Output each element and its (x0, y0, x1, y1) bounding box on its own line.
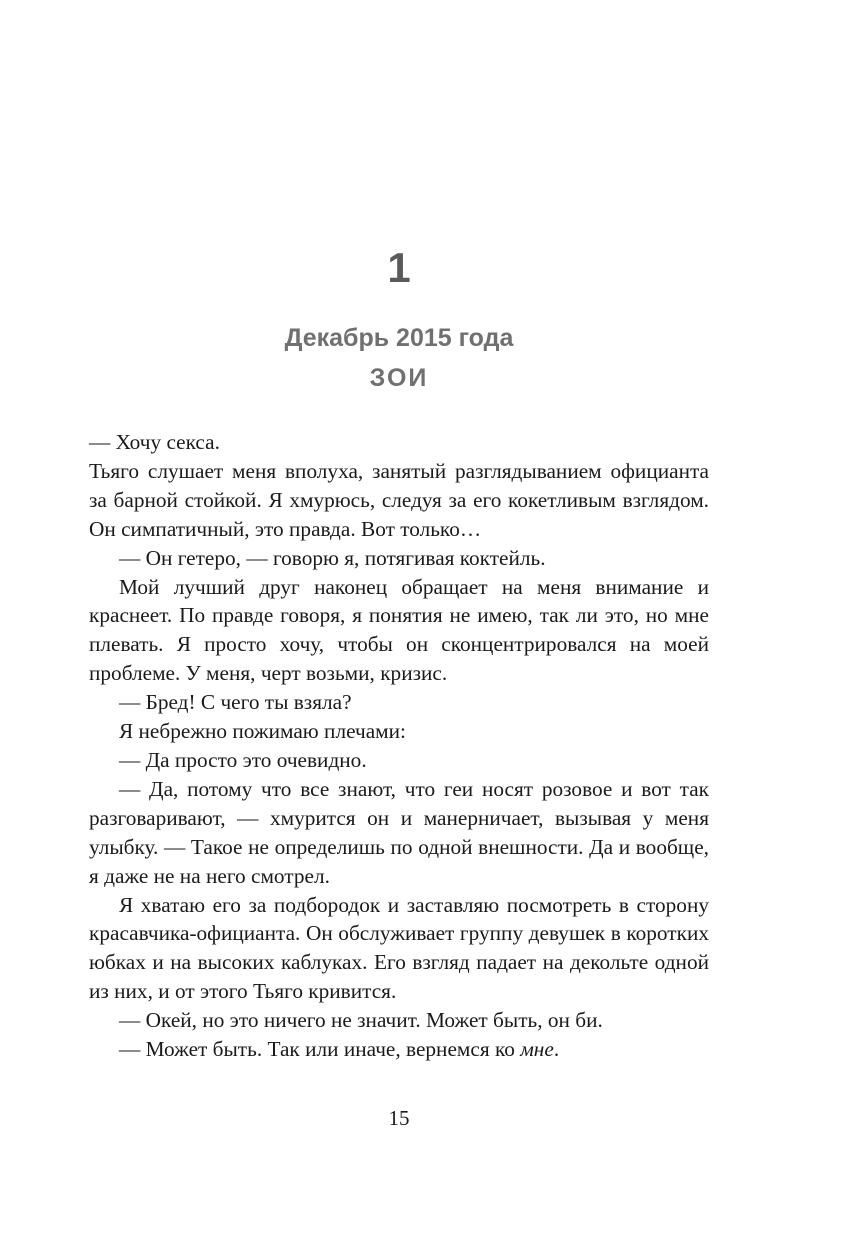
paragraph: — Бред! С чего ты взяла? (119, 690, 352, 715)
paragraph: — Да просто это очевидно. (119, 747, 367, 772)
chapter-number: 1 (387, 244, 411, 291)
paragraph: Мой лучший друг наконец обращает на меня внимание и краснеет. По правде говоря, я понятия не имею, так ли это, но мне плевать. Я просто хочу, чтобы он сконцентрировался на моей проблеме. У меня, черт возьми, кризис. (89, 574, 709, 686)
chapter-pov-name: ЗОИ (369, 364, 429, 392)
paragraph-last (89, 1035, 709, 1064)
page-number: 15 (388, 1106, 410, 1130)
paragraph: — Да, потому что все знают, что геи носят розовое и вот так разговаривают, — хмурится он и манерничает, вызывая у меня улыбку. — Такое не определишь по одной внешности. Да и вообще, я даже не на него смотрел. (89, 776, 709, 888)
body-text (89, 428, 709, 1064)
paragraph: — Он гетеро, — говорю я, потягивая коктейль. (119, 545, 546, 570)
emphasis-word: мне (520, 1037, 554, 1062)
paragraph-last-end: . (553, 1037, 560, 1062)
paragraph: — Хочу секса. (89, 430, 220, 454)
paragraph: Я хватаю его за подбородок и заставляю посмотреть в сторону красавчика-официанта. Он обслуживает группу девушек в коротких юбках и на высоких каблуках. Его взгляд падает на декольте одной из них, и от этого Тьяго кривится. (89, 892, 709, 1004)
paragraph: Тьяго слушает меня вполуха, занятый разглядыванием официанта за барной стойкой. Я хмурюсь, следуя за его кокетливым взглядом. Он симпатичный, это правда. Вот только… (89, 458, 709, 541)
paragraph: Я небрежно пожимаю плечами: (119, 719, 406, 744)
paragraph: — Окей, но это ничего не значит. Может быть, он би. (119, 1008, 603, 1033)
paragraph-last-text: — Может быть. Так или иначе, вернемся ко (119, 1037, 521, 1062)
chapter-date: Декабрь 2015 года (284, 324, 514, 352)
